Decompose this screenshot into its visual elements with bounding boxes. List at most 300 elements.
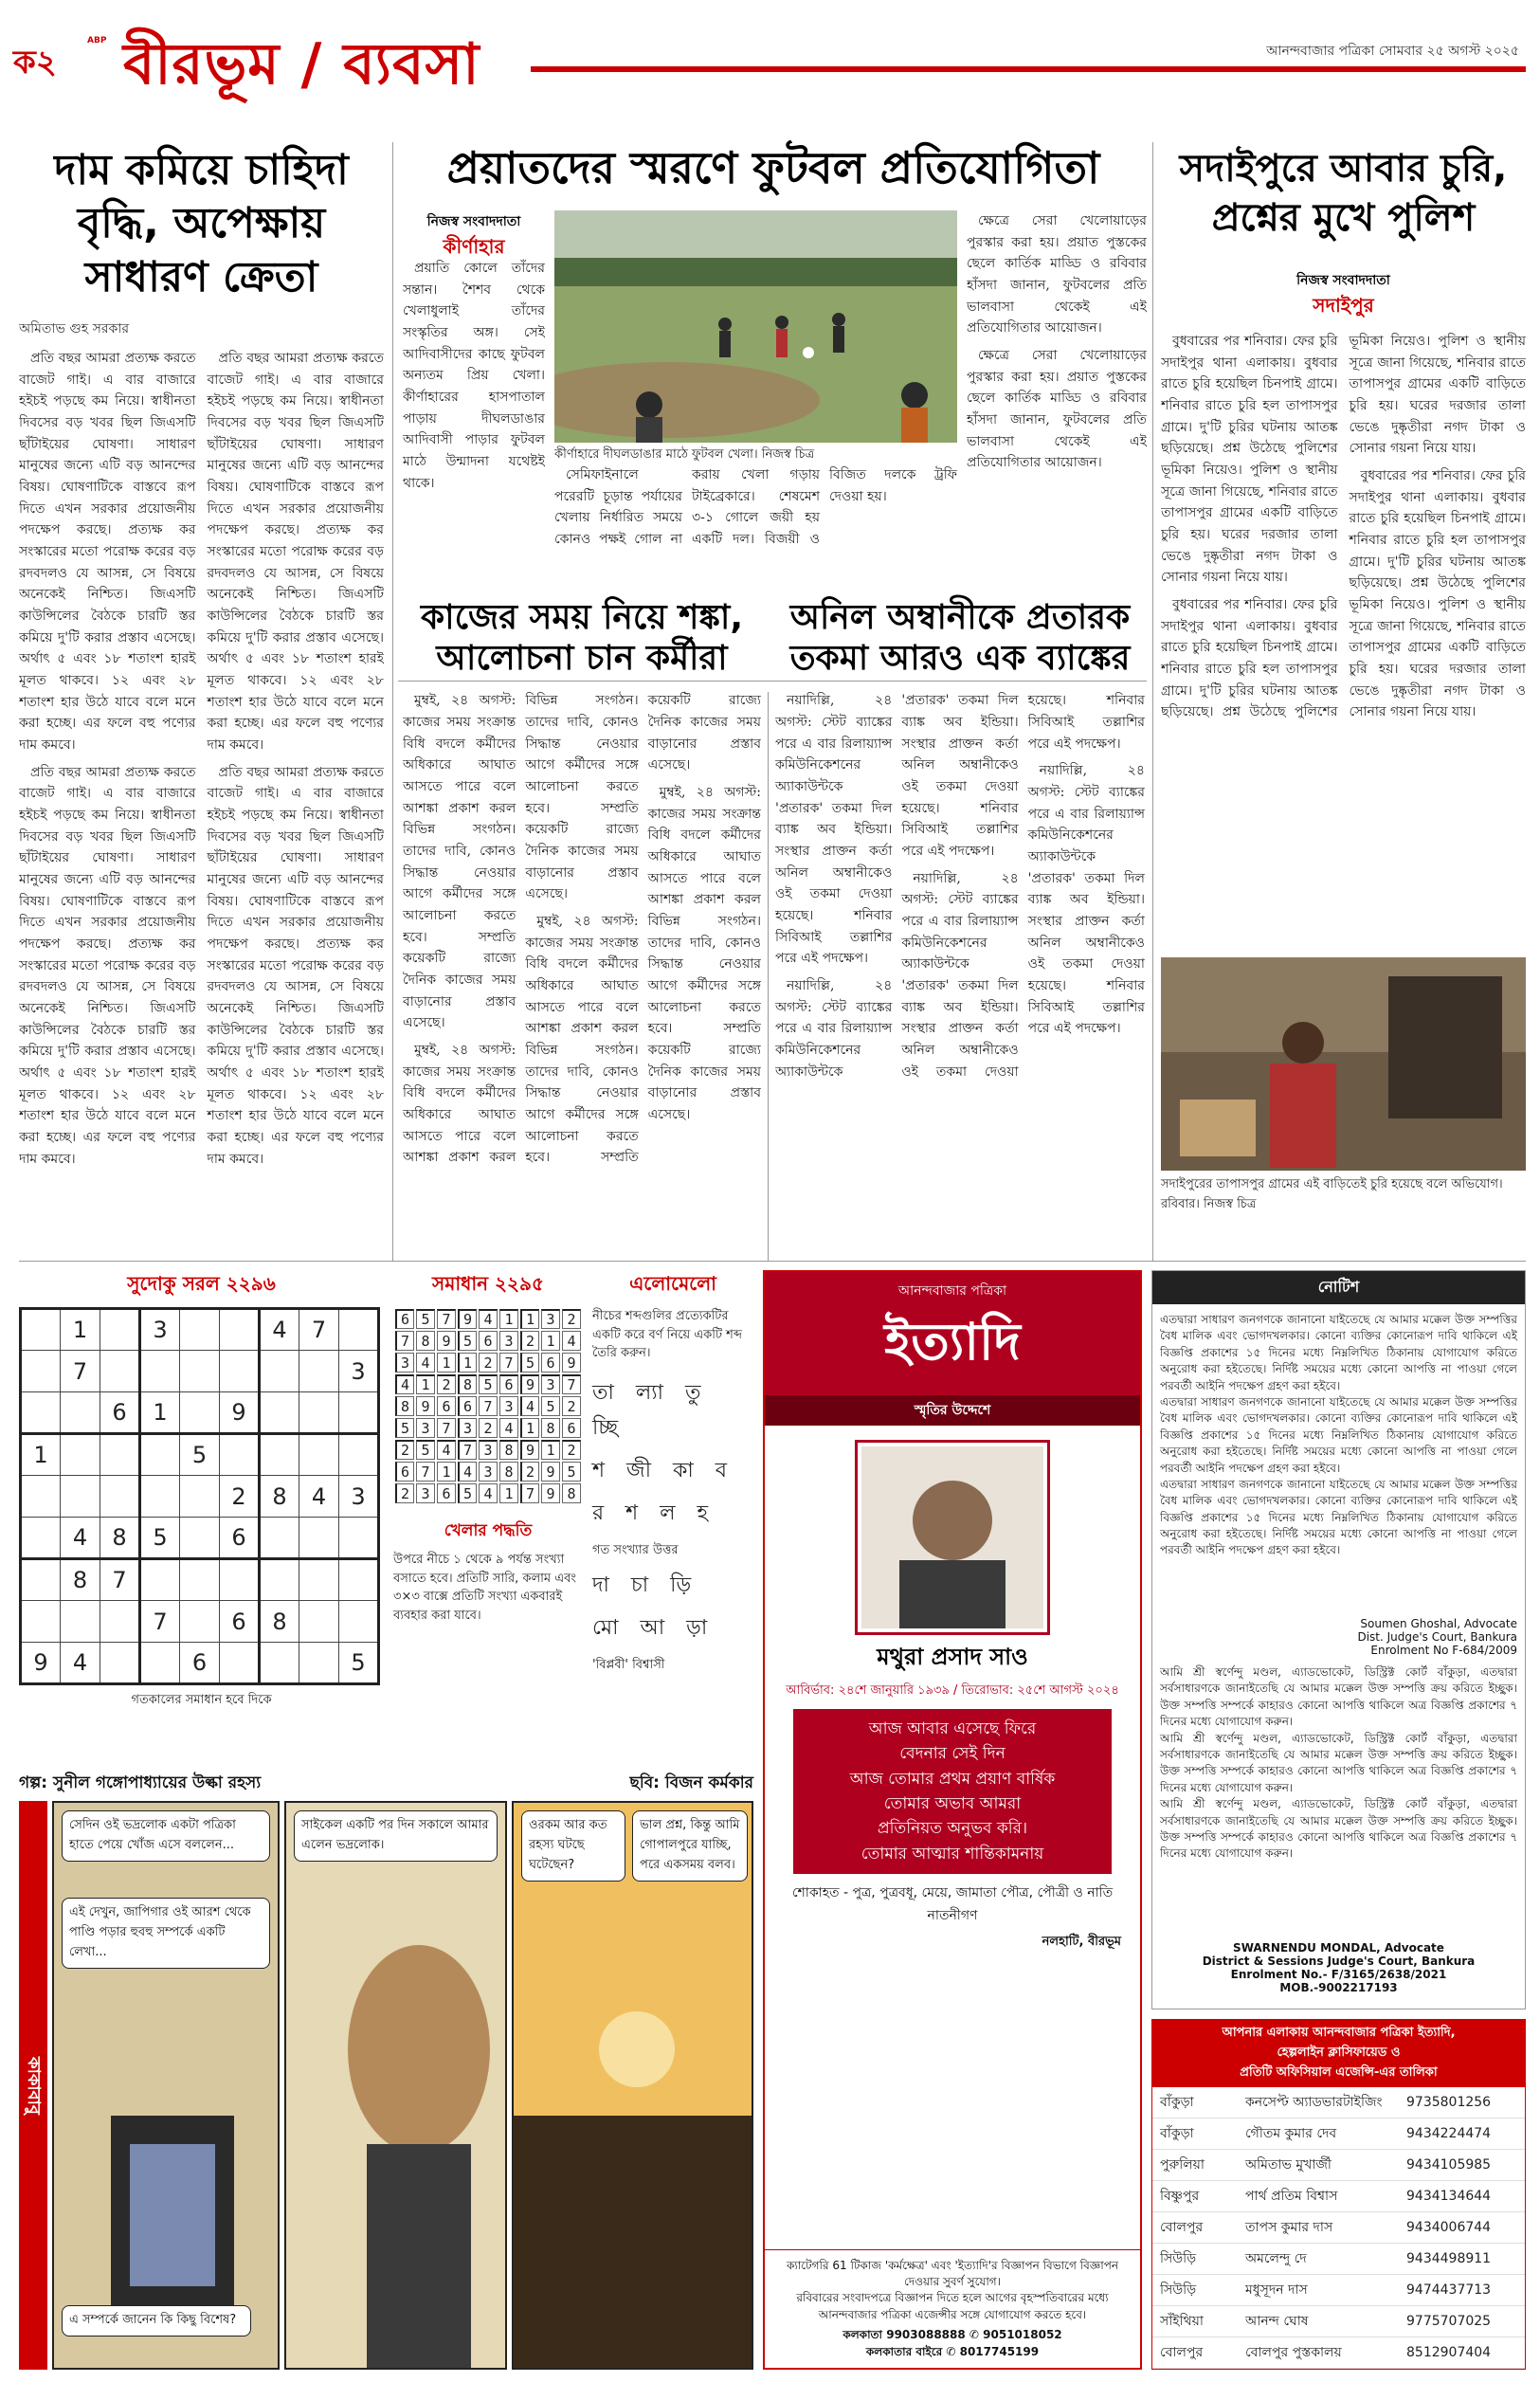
date-line: আনন্দবাজার পত্রিকা সোমবার ২৫ অগস্ট ২০২৫ <box>1266 44 1519 59</box>
agent-area: বোলপুর <box>1160 2220 1204 2235</box>
sudoku-cell[interactable] <box>21 1518 61 1559</box>
sudoku-cell[interactable] <box>100 1643 140 1684</box>
story-football <box>403 142 1144 194</box>
sudoku-cell[interactable] <box>21 1476 61 1518</box>
agent-area: পুরুলিয়া <box>1160 2157 1205 2173</box>
solution-cell: 2 <box>562 1396 581 1416</box>
photo-caption: কীর্ণাহারে দীঘলডাঙার মাঠে ফুটবল খেলা। নিজস্ব চিত্র <box>554 447 815 462</box>
kicker: নিজস্ব সংবাদদাতা <box>426 214 521 229</box>
footer-line: রবিবারের সংবাদপত্রে বিজ্ঞাপন দিতে হলে আগের বৃহস্পতিবারের মধ্যে আনন্দবাজার পত্রিকা এজেন্সীর সঙ্গে যোগাযোগ করতে হবে। <box>796 2291 1109 2321</box>
solution-grid <box>393 1307 583 1505</box>
page-number: ক২ <box>13 44 57 82</box>
solution-cell: 9 <box>520 1440 539 1460</box>
agent-row <box>1152 2087 1525 2118</box>
solution-cell: 3 <box>499 1396 518 1416</box>
ityadi-ad <box>763 1270 1142 2370</box>
sudoku-cell[interactable]: 1 <box>61 1309 100 1351</box>
agent-name: কনসেপ্ট অ্যাডভারটাইজিং <box>1245 2095 1383 2110</box>
sudoku-cell[interactable]: 5 <box>140 1518 180 1559</box>
notice-title: নোটিশ <box>1152 1271 1525 1304</box>
solution-cell: 9 <box>437 1331 456 1351</box>
sudoku-cell[interactable]: 4 <box>61 1643 100 1684</box>
solution-cell: 3 <box>541 1309 560 1329</box>
agent-name: মধুসূদন দাস <box>1245 2282 1308 2298</box>
sudoku-cell[interactable] <box>339 1559 379 1601</box>
headline: দাম কমিয়ে চাহিদা বৃদ্ধি, অপেক্ষায় সাধারণ ক্রেতা <box>54 146 349 301</box>
solution-cell: 4 <box>416 1353 435 1373</box>
comic-artist: ছবি: বিজন কর্মকার <box>629 1773 753 1792</box>
letters-row: তা ল্যা তু চ্ছি <box>592 1380 709 1440</box>
tribute-line: তোমার অভাব আমরা <box>883 1794 1022 1814</box>
sudoku-cell[interactable] <box>180 1518 220 1559</box>
solution-cell: 3 <box>416 1483 435 1503</box>
header-line: হেল্পলাইন ক্লাসিফায়েড ও <box>1277 2046 1401 2060</box>
sudoku-title: সুদোকু সরল ২২৯৬ <box>127 1272 276 1295</box>
solution-cell: 6 <box>395 1309 414 1329</box>
speech-bubble: ওরকম আর কত রহস্য ঘটছে ঘটেছেন? <box>521 1810 625 1882</box>
agent-list <box>1151 2019 1526 2370</box>
sudoku-cell[interactable] <box>21 1351 61 1392</box>
sudoku-cell[interactable] <box>220 1559 260 1601</box>
solution-cell: 2 <box>395 1440 414 1460</box>
theft-photo <box>1161 957 1526 1171</box>
sudoku-cell[interactable]: 9 <box>21 1643 61 1684</box>
sudoku-cell[interactable] <box>180 1559 220 1601</box>
sudoku-cell[interactable] <box>299 1518 339 1559</box>
agent-area: বিষ্ণুপুর <box>1160 2189 1200 2204</box>
footer-line: ক্যাটেগরি 61 টিকাজ 'কর্মক্ষেত্র' এবং 'ইত্যাদি'র বিজ্ঞাপন বিভাগে বিজ্ঞাপন দেওয়ার সুবর্ণ সুযোগ। <box>786 2258 1119 2289</box>
sudoku-cell[interactable] <box>100 1476 140 1518</box>
solution-cell: 1 <box>541 1440 560 1460</box>
sudoku-cell[interactable]: 3 <box>339 1351 379 1392</box>
rules-title: খেলার পদ্ধতি <box>444 1521 533 1540</box>
story-body: বুধবারের পর শনিবার। ফের চুরি সদাইপুর থানা এলাকায়। বুধবার রাতে চুরি হয়েছিল চিনপাই গ্রামে। শনিবার রাতে চুরি হল তাপাসপুর গ্রামে। দু'টি চুরির ঘটনায় আতঙ্ক ছড়িয়েছে। প্রশ্ন উঠেছে পুলিশের ভূমিকা নিয়েও। পুলিশ ও স্থানীয় সূত্রে জানা গিয়েছে, শনিবার রাতে তাপাসপুর গ্রামের একটি বাড়িতে চুরি হয়। ঘরের দরজার তালা ভেঙে দুষ্কৃতীরা নগদ টাকা ও সোনার গয়না নিয়ে যায়। বুধবারের পর শনিবার। ফের চুরি সদাইপুর থানা এলাকায়। বুধবার রাতে চুরি হয়েছিল চিনপাই গ্রামে। শনিবার রাতে চুরি হল তাপাসপুর গ্রামে। দু'টি চুরির ঘটনায় আতঙ্ক ছড়িয়েছে। প্রশ্ন উঠেছে পুলিশের ভূমিকা নিয়েও। পুলিশ ও স্থানীয় সূত্রে জানা গিয়েছে, শনিবার রাতে তাপাসপুর গ্রামের একটি বাড়িতে চুরি হয়। ঘরের দরজার তালা ভেঙে দুষ্কৃতীরা নগদ টাকা ও সোনার গয়না নিয়ে যায়। বুধবারের পর শনিবার। ফের চুরি সদাইপুর থানা এলাকায়। বুধবার রাতে চুরি হয়েছিল চিনপাই গ্রামে। শনিবার রাতে চুরি হল তাপাসপুর গ্রামে। দু'টি চুরির ঘটনায় আতঙ্ক ছড়িয়েছে। প্রশ্ন উঠেছে পুলিশের ভূমিকা নিয়েও। পুলিশ ও স্থানীয় সূত্রে জানা গিয়েছে, শনিবার রাতে তাপাসপুর গ্রামের একটি বাড়িতে চুরি হয়। ঘরের দরজার তালা ভেঙে দুষ্কৃতীরা নগদ টাকা ও সোনার গয়না নিয়ে যায়। <box>1161 334 1526 720</box>
headline: প্রয়াতদের স্মরণে ফুটবল প্রতিযোগিতা <box>446 142 1100 193</box>
sudoku-cell[interactable] <box>220 1351 260 1392</box>
solution-cell: 7 <box>479 1396 498 1416</box>
story-football-col1 <box>403 210 545 264</box>
agent-name: তাপস কুমার দাস <box>1245 2220 1333 2235</box>
solution-row <box>395 1462 581 1482</box>
solution-cell: 3 <box>458 1418 477 1438</box>
solution-row <box>395 1483 581 1503</box>
agent-phone: 9434134644 <box>1406 2189 1492 2204</box>
sudoku-solution <box>393 1270 583 1625</box>
sudoku-cell[interactable]: 5 <box>339 1643 379 1684</box>
solution-cell: 1 <box>437 1353 456 1373</box>
sudoku-cell[interactable]: 6 <box>180 1643 220 1684</box>
sudoku-cell[interactable] <box>260 1434 299 1476</box>
sudoku-row <box>21 1434 379 1476</box>
column-divider <box>392 142 393 1261</box>
sudoku-cell[interactable] <box>180 1392 220 1434</box>
sudoku-row <box>21 1559 379 1601</box>
sudoku-cell[interactable] <box>100 1601 140 1643</box>
photo-caption: সদাইপুরের তাপাসপুর গ্রামের এই বাড়িতেই চুরি হয়েছে বলে অভিযোগ। রবিবার। নিজস্ব চিত্র <box>1161 1177 1503 1211</box>
sudoku-cell[interactable] <box>339 1434 379 1476</box>
sudoku-cell[interactable] <box>260 1643 299 1684</box>
solution-cell: 7 <box>437 1418 456 1438</box>
tribute-line: প্রতিনিয়ত অনুভব করি। <box>877 1819 1028 1839</box>
sudoku-cell[interactable] <box>299 1643 339 1684</box>
solution-cell: 7 <box>499 1353 518 1373</box>
column-divider <box>768 692 769 1261</box>
solution-cell: 9 <box>541 1462 560 1482</box>
letters-row: শ জী কা ব <box>592 1458 734 1482</box>
headline: কাজের সময় নিয়ে শঙ্কা, আলোচনা চান কর্মীরা <box>420 598 744 679</box>
tag: স্মৃতির উদ্দেশে <box>765 1395 1140 1426</box>
solution-cell: 6 <box>437 1396 456 1416</box>
phone: 8017745199 <box>959 2344 1040 2358</box>
agent-name: গৌতম কুমার দেব <box>1245 2126 1337 2141</box>
sudoku-grid <box>19 1307 380 1685</box>
notice-block <box>1151 1270 1526 2009</box>
story-anil-ambani <box>775 597 1145 1240</box>
signer: Dist. Judge's Court, Bankura <box>1357 1630 1517 1644</box>
phone: 9051018052 <box>983 2328 1062 2342</box>
sudoku-cell[interactable]: 6 <box>220 1601 260 1643</box>
solution-cell: 4 <box>520 1396 539 1416</box>
sudoku-cell[interactable]: 4 <box>299 1476 339 1518</box>
sudoku-cell[interactable] <box>220 1643 260 1684</box>
story-body: প্রতি বছর আমরা প্রত্যক্ষ করতে বাজেট গাই। এ বার বাজারে হইচই পড়ছে কম নিয়ে। স্বাধীনতা দিবসের বড় খবর ছিল জিএসটি ছাঁটাইয়ের ঘোষণা। সাধারণ মানুষের জন্যে এটি বড় আনন্দের বিষয়। ঘোষণাটিকে বাস্তবে রূপ দিতে এখন সরকার প্রয়োজনীয় পদক্ষেপ করছে। প্রত্যক্ষ কর সংস্কারের মতো পরোক্ষ করের বড় রদবদলও যে আসন্ন, সে বিষয়ে অনেকেই নিশ্চিত। জিএসটি কাউন্সিলের বৈঠকে চারটি স্তর কমিয়ে দু'টি করার প্রস্তাব এসেছে। অর্থাৎ ৫ এবং ১৮ শতাংশ হারই মূলত থাকবে। ১২ এবং ২৮ শতাংশ হার উঠে যাবে বলে মনে করা হচ্ছে। এর ফলে বহু পণ্যের দাম কমবে। প্রতি বছর আমরা প্রত্যক্ষ করতে বাজেট গাই। এ বার বাজারে হইচই পড়ছে কম নিয়ে। স্বাধীনতা দিবসের বড় খবর ছিল জিএসটি ছাঁটাইয়ের ঘোষণা। সাধারণ মানুষের জন্যে এটি বড় আনন্দের বিষয়। ঘোষণাটিকে বাস্তবে রূপ দিতে এখন সরকার প্রয়োজনীয় পদক্ষেপ করছে। প্রত্যক্ষ কর সংস্কারের মতো পরোক্ষ করের বড় রদবদলও যে আসন্ন, সে বিষয়ে অনেকেই নিশ্চিত। জিএসটি কাউন্সিলের বৈঠকে চারটি স্তর কমিয়ে দু'টি করার প্রস্তাব এসেছে। অর্থাৎ ৫ এবং ১৮ শতাংশ হারই মূলত থাকবে। ১২ এবং ২৮ শতাংশ হার উঠে যাবে বলে মনে করা হচ্ছে। এর ফলে বহু পণ্যের দাম কমবে। প্রতি বছর আমরা প্রত্যক্ষ করতে বাজেট গাই। এ বার বাজারে হইচই পড়ছে কম নিয়ে। স্বাধীনতা দিবসের বড় খবর ছিল জিএসটি ছাঁটাইয়ের ঘোষণা। সাধারণ মানুষের জন্যে এটি বড় আনন্দের বিষয়। ঘোষণাটিকে বাস্তবে রূপ দিতে এখন সরকার প্রয়োজনীয় পদক্ষেপ করছে। প্রত্যক্ষ কর সংস্কারের মতো পরোক্ষ করের বড় রদবদলও যে আসন্ন, সে বিষয়ে অনেকেই নিশ্চিত। জিএসটি কাউন্সিলের বৈঠকে চারটি স্তর কমিয়ে দু'টি করার প্রস্তাব এসেছে। অর্থাৎ ৫ এবং ১৮ শতাংশ হারই মূলত থাকবে। ১২ এবং ২৮ শতাংশ হার উঠে যাবে বলে মনে করা হচ্ছে। এর ফলে বহু পণ্যের দাম কমবে। প্রতি বছর আমরা প্রত্যক্ষ করতে বাজেট গাই। এ বার বাজারে হইচই পড়ছে কম নিয়ে। স্বাধীনতা দিবসের বড় খবর ছিল জিএসটি ছাঁটাইয়ের ঘোষণা। সাধারণ মানুষের জন্যে এটি বড় আনন্দের বিষয়। ঘোষণাটিকে বাস্তবে রূপ দিতে এখন সরকার প্রয়োজনীয় পদক্ষেপ করছে। প্রত্যক্ষ কর সংস্কারের মতো পরোক্ষ করের বড় রদবদলও যে আসন্ন, সে বিষয়ে অনেকেই নিশ্চিত। জিএসটি কাউন্সিলের বৈঠকে চারটি স্তর কমিয়ে দু'টি করার প্রস্তাব এসেছে। অর্থাৎ ৫ এবং ১৮ শতাংশ হারই মূলত থাকবে। ১২ এবং ২৮ শতাংশ হার উঠে যাবে বলে মনে করা হচ্ছে। এর ফলে বহু পণ্যের দাম কমবে। <box>19 350 384 1167</box>
agent-row <box>1152 2244 1525 2275</box>
sudoku-cell[interactable] <box>61 1434 100 1476</box>
agent-row <box>1152 2275 1525 2306</box>
sudoku-cell[interactable]: 3 <box>140 1309 180 1351</box>
solution-cell: 2 <box>562 1440 581 1460</box>
dateline-place: সদাইপুর <box>1313 294 1374 317</box>
notice-body: আমি শ্রী স্বর্ণেন্দু মণ্ডল, এ্যাডভোকেট, ডিস্ট্রিক্ট কোর্ট বাঁকুড়া, এতদ্বারা সর্বসাধারণকে জানাইতেছি যে আমার মক্কেল উক্ত সম্পত্তি ক্রয় করিতে ইচ্ছুক। উক্ত সম্পত্তি সম্পর্কে কাহারও কোনো আপত্তি থাকিলে অত্র বিজ্ঞপ্তি প্রকাশের ৭ দিনের মধ্যে যোগাযোগ করুন। আমি শ্রী স্বর্ণেন্দু মণ্ডল, এ্যাডভোকেট, ডিস্ট্রিক্ট কোর্ট বাঁকুড়া, এতদ্বারা সর্বসাধারণকে জানাইতেছি যে আমার মক্কেল উক্ত সম্পত্তি ক্রয় করিতে ইচ্ছুক। উক্ত সম্পত্তি সম্পর্কে কাহারও কোনো আপত্তি থাকিলে অত্র বিজ্ঞপ্তি প্রকাশের ৭ দিনের মধ্যে যোগাযোগ করুন। আমি শ্রী স্বর্ণেন্দু মণ্ডল, এ্যাডভোকেট, ডিস্ট্রিক্ট কোর্ট বাঁকুড়া, এতদ্বারা সর্বসাধারণকে জানাইতেছি যে আমার মক্কেল উক্ত সম্পত্তি ক্রয় করিতে ইচ্ছুক। উক্ত সম্পত্তি সম্পর্কে কাহারও কোনো আপত্তি থাকিলে অত্র বিজ্ঞপ্তি প্রকাশের ৭ দিনের মধ্যে যোগাযোগ করুন। <box>1160 1665 1517 1861</box>
sudoku-cell[interactable]: 2 <box>220 1476 260 1518</box>
sudoku-cell[interactable] <box>140 1434 180 1476</box>
solution-cell: 5 <box>458 1331 477 1351</box>
solution-cell: 9 <box>541 1483 560 1503</box>
agent-phone: 9434498911 <box>1406 2251 1492 2266</box>
sudoku-cell[interactable]: 8 <box>260 1601 299 1643</box>
sudoku-cell[interactable] <box>220 1309 260 1351</box>
sudoku-cell[interactable]: 8 <box>100 1518 140 1559</box>
sudoku-cell[interactable]: 5 <box>180 1434 220 1476</box>
sudoku-row <box>21 1309 379 1351</box>
solution-cell: 4 <box>437 1440 456 1460</box>
sudoku-cell[interactable] <box>21 1601 61 1643</box>
tribute-line: আজ তোমার প্রথম প্রয়াণ বার্ষিক <box>849 1769 1056 1789</box>
solution-row <box>395 1309 581 1329</box>
sudoku-cell[interactable] <box>61 1392 100 1434</box>
sudoku-puzzle <box>19 1270 384 1710</box>
solution-cell: 4 <box>562 1331 581 1351</box>
sudoku-cell[interactable] <box>140 1351 180 1392</box>
sudoku-cell[interactable] <box>140 1559 180 1601</box>
sudoku-cell[interactable] <box>299 1351 339 1392</box>
rules-body: উপরে নীচে ১ থেকে ৯ পর্যন্ত সংখ্যা বসাতে হবে। প্রতিটি সারি, কলাম এবং ৩×৩ বাক্সে প্রতিটি সংখ্যা একবারই ব্যবহার করা যাবে। <box>393 1553 576 1623</box>
sudoku-cell[interactable] <box>21 1309 61 1351</box>
headline: অনিল অম্বানীকে প্রতারক তকমা আরও এক ব্যাঙ্কের <box>789 598 1131 679</box>
solution-cell: 7 <box>416 1462 435 1482</box>
solution-cell: 6 <box>562 1418 581 1438</box>
answer-line: গত সংখ্যার উত্তর <box>592 1542 679 1557</box>
solution-cell: 6 <box>437 1483 456 1503</box>
solution-cell: 3 <box>541 1374 560 1394</box>
solution-cell: 5 <box>416 1309 435 1329</box>
agent-rows <box>1152 2087 1525 2369</box>
solution-cell: 1 <box>458 1353 477 1373</box>
solution-row <box>395 1418 581 1438</box>
comic-panel <box>284 1801 507 2370</box>
agent-area: সাঁইথিয়া <box>1160 2314 1204 2329</box>
comic-panel <box>512 1801 753 2370</box>
tribute-line: তোমার আত্মার শান্তিকামনায় <box>861 1844 1044 1864</box>
agent-name: অমলেন্দু দে <box>1245 2251 1307 2266</box>
sudoku-cell[interactable] <box>180 1476 220 1518</box>
sudoku-cell[interactable] <box>61 1476 100 1518</box>
agent-phone: 9735801256 <box>1406 2095 1492 2110</box>
solution-cell: 6 <box>541 1353 560 1373</box>
solution-cell: 1 <box>520 1418 539 1438</box>
solution-cell: 9 <box>520 1374 539 1394</box>
sudoku-cell[interactable] <box>339 1392 379 1434</box>
solution-cell: 5 <box>458 1483 477 1503</box>
solution-cell: 1 <box>416 1374 435 1394</box>
sudoku-cell[interactable] <box>220 1434 260 1476</box>
sudoku-row <box>21 1351 379 1392</box>
sudoku-cell[interactable]: 3 <box>339 1476 379 1518</box>
agent-row <box>1152 2181 1525 2212</box>
tribute-line: আজ আবার এসেছে ফিরে <box>868 1719 1037 1738</box>
sudoku-cell[interactable]: 7 <box>140 1601 180 1643</box>
solution-row <box>395 1353 581 1373</box>
solution-cell: 4 <box>499 1418 518 1438</box>
solution-cell: 8 <box>458 1374 477 1394</box>
sudoku-cell[interactable]: 6 <box>220 1518 260 1559</box>
agent-phone: 9434224474 <box>1406 2126 1492 2141</box>
sudoku-cell[interactable] <box>339 1601 379 1643</box>
comic-panel <box>52 1801 280 2370</box>
solution-cell: 6 <box>479 1331 498 1351</box>
story-football-body-bottom: সেমিফাইনালে পরেরটি চূড়ান্ত পর্যায়ের খেলায় নির্ধারিত সময়ে কোনও পক্ষই গোল না করায় খেলা গড়ায় টাইব্রেকারে। শেষমেশ ৩-১ গোলে জয়ী হয় একটি দল। বিজয়ী ও বিজিত দলকে ট্রফি দেওয়া হয়। <box>554 467 957 548</box>
solution-cell: 7 <box>562 1374 581 1394</box>
solution-cell: 4 <box>395 1374 414 1394</box>
sudoku-cell[interactable] <box>260 1351 299 1392</box>
notice-signer <box>1152 1941 1525 1994</box>
sudoku-cell[interactable] <box>100 1309 140 1351</box>
solution-cell: 5 <box>541 1396 560 1416</box>
sudoku-cell[interactable]: 7 <box>299 1309 339 1351</box>
signer: District & Sessions Judge's Court, Bankura <box>1202 1955 1476 1968</box>
story-body: নয়াদিল্লি, ২৪ অগস্ট: স্টেট ব্যাঙ্কের পরে এ বার রিলায়্যান্স কমিউনিকেশনের অ্যাকাউন্টকে 'প্রতারক' তকমা দিল ব্যাঙ্ক অব ইন্ডিয়া। সংস্থার প্রাক্তন কর্তা অনিল অম্বানীকেও ওই তকমা দেওয়া হয়েছে। শনিবার সিবিআই তল্লাশির পরে এই পদক্ষেপ। নয়াদিল্লি, ২৪ অগস্ট: স্টেট ব্যাঙ্কের পরে এ বার রিলায়্যান্স কমিউনিকেশনের অ্যাকাউন্টকে 'প্রতারক' তকমা দিল ব্যাঙ্ক অব ইন্ডিয়া। সংস্থার প্রাক্তন কর্তা অনিল অম্বানীকেও ওই তকমা দেওয়া হয়েছে। শনিবার সিবিআই তল্লাশির পরে এই পদক্ষেপ। নয়াদিল্লি, ২৪ অগস্ট: স্টেট ব্যাঙ্কের পরে এ বার রিলায়্যান্স কমিউনিকেশনের অ্যাকাউন্টকে 'প্রতারক' তকমা দিল ব্যাঙ্ক অব ইন্ডিয়া। সংস্থার প্রাক্তন কর্তা অনিল অম্বানীকেও ওই তকমা দেওয়া হয়েছে। শনিবার সিবিআই তল্লাশির পরে এই পদক্ষেপ। নয়াদিল্লি, ২৪ অগস্ট: স্টেট ব্যাঙ্কের পরে এ বার রিলায়্যান্স কমিউনিকেশনের অ্যাকাউন্টকে 'প্রতারক' তকমা দিল ব্যাঙ্ক অব ইন্ডিয়া। সংস্থার প্রাক্তন কর্তা অনিল অম্বানীকেও ওই তকমা দেওয়া হয়েছে। শনিবার সিবিআই তল্লাশির পরে এই পদক্ষেপ। <box>775 693 1145 1080</box>
solution-cell: 2 <box>520 1331 539 1351</box>
signer: Enrolment No.- F/3165/2638/2021 <box>1230 1968 1447 1981</box>
sudoku-cell[interactable] <box>140 1476 180 1518</box>
sudoku-cell[interactable] <box>180 1351 220 1392</box>
tribute-line: বেদনার সেই দিন <box>899 1744 1006 1764</box>
sudoku-cell[interactable] <box>299 1559 339 1601</box>
solution-row <box>395 1440 581 1460</box>
solution-cell: 5 <box>416 1440 435 1460</box>
sudoku-cell[interactable]: 4 <box>61 1518 100 1559</box>
sudoku-cell[interactable]: 7 <box>61 1351 100 1392</box>
agent-name: আনন্দ ঘোষ <box>1245 2314 1309 2329</box>
solution-cell: 2 <box>520 1462 539 1482</box>
sudoku-cell[interactable] <box>180 1309 220 1351</box>
story-body: মুম্বই, ২৪ অগস্ট: কাজের সময় সংক্রান্ত বিধি বদলে কর্মীদের অধিকারে আঘাত আসতে পারে বলে আশঙ্কা প্রকাশ করল বিভিন্ন সংগঠন। তাদের দাবি, কোনও সিদ্ধান্ত নেওয়ার আগে কর্মীদের সঙ্গে আলোচনা করতে হবে। সম্প্রতি কয়েকটি রাজ্যে দৈনিক কাজের সময় বাড়ানোর প্রস্তাব এসেছে। মুম্বই, ২৪ অগস্ট: কাজের সময় সংক্রান্ত বিধি বদলে কর্মীদের অধিকারে আঘাত আসতে পারে বলে আশঙ্কা প্রকাশ করল বিভিন্ন সংগঠন। তাদের দাবি, কোনও সিদ্ধান্ত নেওয়ার আগে কর্মীদের সঙ্গে আলোচনা করতে হবে। সম্প্রতি কয়েকটি রাজ্যে দৈনিক কাজের সময় বাড়ানোর প্রস্তাব এসেছে। মুম্বই, ২৪ অগস্ট: কাজের সময় সংক্রান্ত বিধি বদলে কর্মীদের অধিকারে আঘাত আসতে পারে বলে আশঙ্কা প্রকাশ করল বিভিন্ন সংগঠন। তাদের দাবি, কোনও সিদ্ধান্ত নেওয়ার আগে কর্মীদের সঙ্গে আলোচনা করতে হবে। সম্প্রতি কয়েকটি রাজ্যে দৈনিক কাজের সময় বাড়ানোর প্রস্তাব এসেছে। মুম্বই, ২৪ অগস্ট: কাজের সময় সংক্রান্ত বিধি বদলে কর্মীদের অধিকারে আঘাত আসতে পারে বলে আশঙ্কা প্রকাশ করল বিভিন্ন সংগঠন। তাদের দাবি, কোনও সিদ্ধান্ত নেওয়ার আগে কর্মীদের সঙ্গে আলোচনা করতে হবে। সম্প্রতি কয়েকটি রাজ্যে দৈনিক কাজের সময় বাড়ানোর প্রস্তাব এসেছে। <box>403 693 761 1166</box>
sudoku-cell[interactable] <box>100 1351 140 1392</box>
agent-phone: 9434105985 <box>1406 2157 1492 2173</box>
solution-cell: 6 <box>499 1374 518 1394</box>
abp-logo: ABP <box>87 36 107 45</box>
masthead-rule <box>531 66 1526 72</box>
solution-cell: 8 <box>562 1483 581 1503</box>
agent-name: অমিতাভ মুখার্জী <box>1245 2157 1332 2173</box>
sudoku-cell[interactable]: 4 <box>260 1309 299 1351</box>
letters-row: মো আ ড়া <box>592 1616 716 1640</box>
place: নলহাটি, বীরভূম <box>1042 1935 1121 1950</box>
solution-cell: 9 <box>458 1309 477 1329</box>
section-title: বীরভূম / ব্যবসা <box>123 31 480 98</box>
solution-cell: 2 <box>395 1483 414 1503</box>
speech-bubble: ভাল প্রশ্ন, কিন্তু আমি গোপালপুরে যাচ্ছি, পরে একসময় বলব। <box>632 1810 748 1882</box>
sudoku-cell[interactable] <box>260 1559 299 1601</box>
sudoku-cell[interactable]: 8 <box>260 1476 299 1518</box>
agent-row <box>1152 2212 1525 2244</box>
sudoku-cell[interactable]: 9 <box>220 1392 260 1434</box>
agent-row <box>1152 2337 1525 2369</box>
solution-cell: 5 <box>520 1353 539 1373</box>
solution-cell: 9 <box>562 1353 581 1373</box>
solution-cell: 9 <box>416 1396 435 1416</box>
agent-area: বোলপুর <box>1160 2345 1204 2360</box>
elomelo-puzzle <box>592 1270 753 1675</box>
ityadi-footer: ক্যাটেগরি 61 টিকাজ 'কর্মক্ষেত্র' এবং 'ইত্যাদি'র বিজ্ঞাপন বিভাগে বিজ্ঞাপন দেওয়ার সুবর্ণ সুযোগ। রবিবারের সংবাদপত্রে বিজ্ঞাপন দিতে হলে আগের বৃহস্পতিবারের মধ্যে আনন্দবাজার পত্রিকা এজেন্সীর সঙ্গে যোগাযোগ করতে হবে। কলকাতা 9903088888 ✆ 9051018052 কলকাতার বাইরে ✆ 8017745199 <box>765 2249 1140 2368</box>
letters-row: দা চা ড়ি <box>592 1573 699 1597</box>
sudoku-cell[interactable] <box>21 1392 61 1434</box>
solution-cell: 2 <box>479 1353 498 1373</box>
agent-row <box>1152 2118 1525 2150</box>
header-line: আপনার এলাকায় আনন্দবাজার পত্রিকা ইত্যাদি, <box>1222 2026 1456 2040</box>
sudoku-row <box>21 1643 379 1684</box>
agent-row <box>1152 2306 1525 2337</box>
dates: আবির্ভাব: ২৪শে জানুয়ারি ১৯৩৯ / তিরোভাব: ২৫শে আগস্ট ২০২৪ <box>786 1683 1119 1698</box>
story-sadaipur <box>1161 144 1526 975</box>
solution-cell: 7 <box>395 1331 414 1351</box>
spacer <box>403 1123 763 1133</box>
solution-cell: 4 <box>458 1462 477 1482</box>
signer: Enrolment No F-684/2009 <box>1370 1644 1517 1657</box>
solution-cell: 8 <box>499 1462 518 1482</box>
sudoku-cell[interactable]: 7 <box>100 1559 140 1601</box>
solution-cell: 6 <box>395 1462 414 1482</box>
deceased-name: মথুরা প্রসাদ সাও <box>877 1644 1028 1670</box>
story-football-body-right: ক্ষেত্রে সেরা খেলোয়াড়ের পুরস্কার করা হয়। প্রয়াত পুস্তকের ছেলে কার্তিক মাড্ডি ও রবিবার হাঁসদা জানান, ফুটবলের প্রতি ভালবাসা থেকেই এই প্রতিযোগিতার আয়োজন। ক্ষেত্রে সেরা খেলোয়াড়ের পুরস্কার করা হয়। প্রয়াত পুস্তকের ছেলে কার্তিক মাড্ডি ও রবিবার হাঁসদা জানান, ফুটবলের প্রতি ভালবাসা থেকেই এই প্রতিযোগিতার আয়োজন। <box>967 213 1147 471</box>
agent-list-header <box>1152 2020 1525 2087</box>
solution-cell: 3 <box>416 1418 435 1438</box>
solution-cell: 7 <box>458 1440 477 1460</box>
byline: অমিতাভ গুহ সরকার <box>19 320 130 336</box>
elomelo-title: এলোমেলো <box>629 1272 716 1295</box>
speech-bubble: এ সম্পর্কে জানেন কি কিছু বিশেষ? <box>62 2305 251 2337</box>
ityadi-title: ইত্যাদি <box>884 1312 1021 1372</box>
speech-bubble: এই দেখুন, জাপিগার ওই আরশ থেকে পাণ্ডি পড়ার হুবহু সম্পর্কে একটি লেখা... <box>62 1898 270 1969</box>
solution-cell: 1 <box>499 1309 518 1329</box>
solution-row <box>395 1331 581 1351</box>
sudoku-row <box>21 1392 379 1434</box>
solution-cell: 3 <box>395 1353 414 1373</box>
solution-cell: 1 <box>499 1483 518 1503</box>
story-gst <box>19 144 384 1414</box>
footnote: গতকালের সমাধান হবে দিকে <box>131 1693 272 1707</box>
sudoku-cell[interactable]: 6 <box>100 1392 140 1434</box>
header-line: প্রতিটি অফিসিয়াল এজেন্সি-এর তালিকা <box>1240 2065 1438 2080</box>
agent-name: পার্থ প্রতিম বিশ্বাস <box>1245 2189 1338 2204</box>
sudoku-cell[interactable] <box>299 1434 339 1476</box>
agent-phone: 8512907404 <box>1406 2345 1492 2360</box>
sudoku-cell[interactable] <box>260 1392 299 1434</box>
signer: SWARNENDU MONDAL, Advocate <box>1233 1941 1444 1955</box>
kicker: নিজস্ব সংবাদদাতা <box>1296 273 1390 288</box>
notice-signer <box>1152 1617 1525 1657</box>
signer: MOB.-9002217193 <box>1279 1981 1398 1994</box>
speech-bubble: সাইকেল একটি পর দিন সকালে আমার এলেন ভদ্রলোক। <box>294 1810 498 1862</box>
anchor <box>403 1152 404 1153</box>
story-football-body-left: প্রয়াতি কোলে তাঁদের সন্তান। শৈশব থেকে খেলাধুলাই তাঁদের সংস্কৃতির অঙ্গ। সেই আদিবাসীদের কাছে ফুটবল অন্যতম প্রিয় খেলা। কীর্ণাহারের হাসপাতাল পাড়ায় দীঘলডাঙার আদিবাসী পাড়ার ফুটবল মাঠে উন্মাদনা যথেষ্টই থাকে। <box>403 261 545 491</box>
sudoku-cell[interactable] <box>339 1309 379 1351</box>
solution-cell: 6 <box>458 1396 477 1416</box>
agent-area: সিউড়ি <box>1160 2251 1197 2266</box>
comic-strip <box>19 1771 753 1797</box>
sudoku-cell[interactable]: 8 <box>61 1559 100 1601</box>
solution-cell: 8 <box>395 1396 414 1416</box>
sudoku-cell[interactable] <box>339 1518 379 1559</box>
phone: কলকাতা 9903088888 <box>842 2328 966 2342</box>
comic-side-label: কাকাবাবু <box>19 1801 47 2370</box>
sudoku-cell[interactable]: 1 <box>140 1392 180 1434</box>
agent-phone: 9434006744 <box>1406 2220 1492 2235</box>
solution-cell: 7 <box>520 1483 539 1503</box>
story-work-hours <box>403 597 761 1240</box>
solution-cell: 3 <box>499 1331 518 1351</box>
solution-cell: 5 <box>479 1374 498 1394</box>
solution-cell: 2 <box>437 1374 456 1394</box>
sudoku-row <box>21 1518 379 1559</box>
sudoku-cell[interactable] <box>260 1518 299 1559</box>
comic-title: গল্প: সুনীল গঙ্গোপাধ্যায়ের উল্কা রহস্য <box>19 1773 262 1792</box>
sudoku-cell[interactable] <box>180 1601 220 1643</box>
sudoku-cell[interactable] <box>299 1392 339 1434</box>
letters-row: র শ ল হ <box>592 1500 716 1525</box>
football-photo <box>554 210 957 443</box>
solution-cell: 7 <box>437 1309 456 1329</box>
sudoku-cell[interactable] <box>140 1643 180 1684</box>
agent-row <box>1152 2150 1525 2181</box>
tribute-box <box>793 1709 1112 1874</box>
solution-row <box>395 1396 581 1416</box>
elomelo-intro: নীচের শব্দগুলির প্রত্যেকটির একটি করে বর্ণ নিয়ে একটি শব্দ তৈরি করুন। <box>592 1309 742 1360</box>
solution-cell: 4 <box>479 1309 498 1329</box>
solution-cell: 5 <box>395 1418 414 1438</box>
headline: সদাইপুরে আবার চুরি, প্রশ্নের মুখে পুলিশ <box>1179 147 1508 240</box>
dateline-place: কীর্ণাহার <box>443 235 505 258</box>
sudoku-cell[interactable] <box>61 1601 100 1643</box>
sudoku-cell[interactable] <box>21 1559 61 1601</box>
sudoku-cell[interactable] <box>100 1434 140 1476</box>
solution-cell: 8 <box>541 1418 560 1438</box>
solution-cell: 5 <box>562 1462 581 1482</box>
sudoku-cell[interactable] <box>299 1601 339 1643</box>
column-divider <box>1152 142 1153 1261</box>
sudoku-cell[interactable]: 1 <box>21 1434 61 1476</box>
solution-cell: 2 <box>562 1309 581 1329</box>
